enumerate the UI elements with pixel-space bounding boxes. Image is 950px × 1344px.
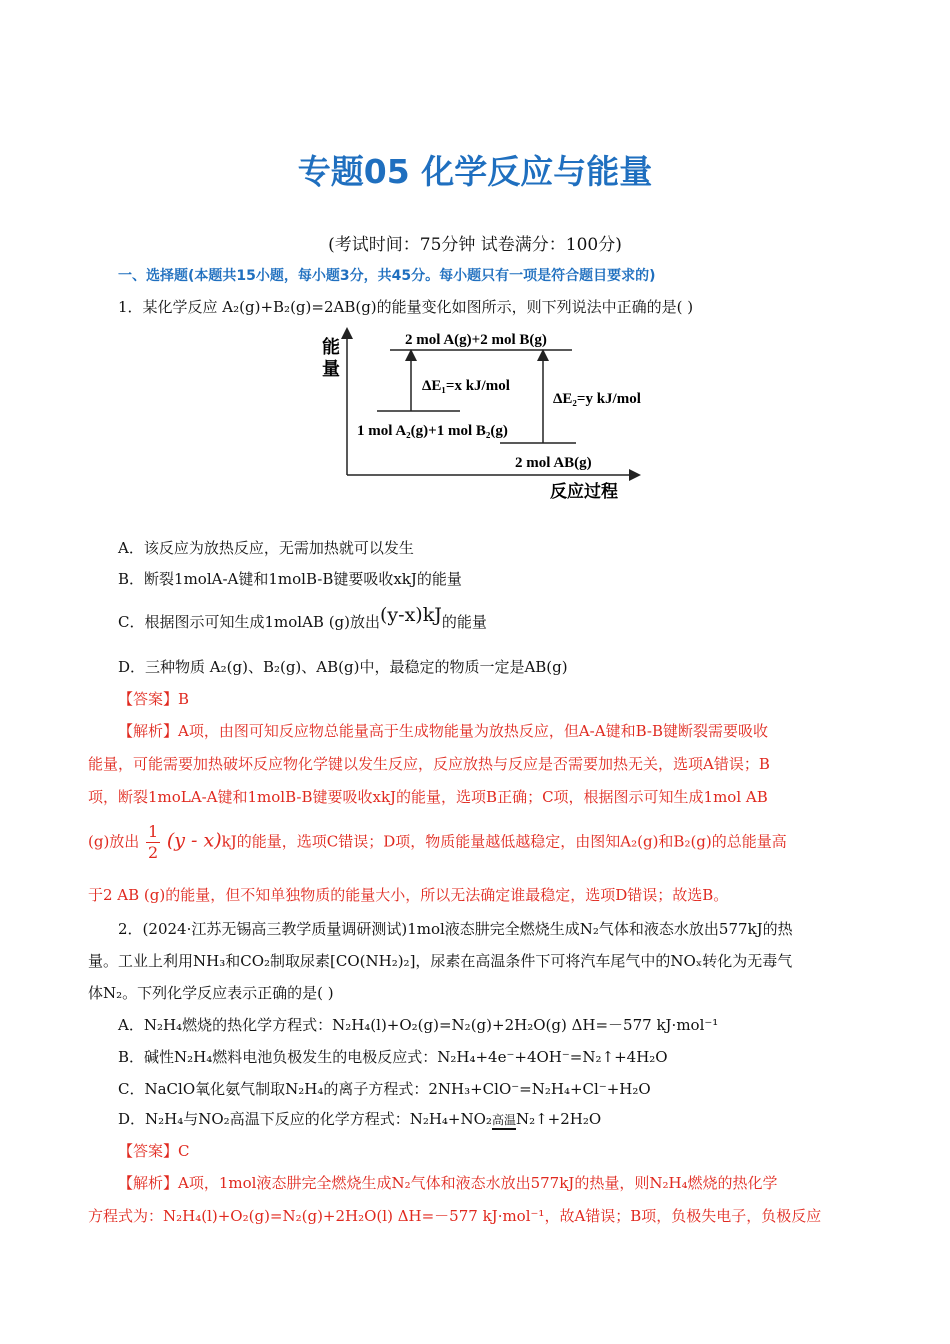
- mid-level-label: 1 mol A₂(g)+1 mol B₂(g): [357, 423, 508, 439]
- q2-answer: [118, 1140, 190, 1161]
- x-label: 反应过程: [550, 482, 618, 502]
- analysis-4-expr: (y - x): [166, 829, 222, 852]
- answer-tag: 【答案】: [118, 1142, 179, 1160]
- analysis-4-post: kJ的能量，选项C错误；D项，物质能量越低越稳定，由图知A₂(g)和B₂(g)的总能量高: [221, 832, 787, 851]
- fraction-denominator: 2: [148, 843, 159, 862]
- fraction-numerator: 1: [148, 822, 159, 841]
- q1-analysis-line-2: 能量，可能需要加热破坏反应物化学键以发生反应，反应放热与反应是否需要加热无关，选项A错误；B: [88, 755, 770, 773]
- top-level-label: 2 mol A(g)+2 mol B(g): [405, 332, 547, 348]
- q2-option-d-pre: D．N₂H₄与NO₂高温下反应的化学方程式：N₂H₄+NO₂: [118, 1110, 492, 1128]
- answer-value: B: [178, 690, 190, 708]
- reaction-condition: 高温: [491, 1113, 516, 1127]
- q2-stem-2: 量。工业上利用NH₃和CO₂制取尿素[CO(NH₂)₂]，尿素在高温条件下可将汽车尾气中的NOₓ转化为无毒气: [88, 952, 793, 970]
- q1-answer: [118, 688, 189, 709]
- analysis-tag: 【解析】: [118, 722, 179, 740]
- q2-option-c: C．NaClO氧化氨气制取N₂H₄的离子方程式：2NH₃+ClO⁻=N₂H₄+Cl⁻+H₂O: [118, 1080, 651, 1098]
- e2-label: ΔE₂=y kJ/mol: [553, 391, 641, 407]
- y-label-1: 能: [322, 337, 340, 358]
- q1-option-c-pre: C．根据图示可知生成1molAB (g)放出: [118, 613, 381, 631]
- low-level-label: 2 mol AB(g): [515, 455, 592, 471]
- q1-analysis-line-1: [118, 720, 768, 741]
- q1-option-c-expr: (y-x)kJ: [380, 604, 442, 626]
- section-heading: 一、选择题(本题共15小题，每小题3分，共45分。每小题只有一项是符合题目要求的): [118, 268, 656, 284]
- q1-analysis-line-4: [88, 824, 787, 861]
- q2-option-a: A．N₂H₄燃烧的热化学方程式：N₂H₄(l)+O₂(g)=N₂(g)+2H₂O(g) ΔH=－577 kJ·mol⁻¹: [118, 1016, 719, 1034]
- y-label-2: 量: [322, 359, 340, 380]
- page-title: 专题05 化学反应与能量: [297, 152, 653, 191]
- q2-stem-1: 2．(2024·江苏无锡高三教学质量调研测试)1mol液态肼完全燃烧生成N₂气体和液态水放出577kJ的热: [118, 920, 793, 938]
- analysis-text: A项，由图可知反应物总能量高于生成物能量为放热反应，但A-A键和B-B键断裂需要吸收: [178, 722, 768, 740]
- answer-value: C: [178, 1142, 190, 1160]
- e1-label: ΔE₁=x kJ/mol: [422, 378, 510, 394]
- analysis-tag: 【解析】: [118, 1174, 179, 1192]
- analysis-text: A项，1mol液态肼完全燃烧生成N₂气体和液态水放出577kJ的热量，则N₂H₄燃烧的热化学: [178, 1174, 778, 1192]
- fraction-half: [146, 824, 160, 861]
- q2-analysis-line-2: 方程式为：N₂H₄(l)+O₂(g)=N₂(g)+2H₂O(l) ΔH=－577 kJ·mol⁻¹，故A错误；B项，负极失电子，负极反应: [88, 1207, 822, 1225]
- q1-option-c: [118, 604, 487, 632]
- q2-analysis-line-1: [118, 1172, 778, 1193]
- q1-analysis-line-3: 项，断裂1moLA-A键和1molB-B键要吸收xkJ的能量，选项B正确；C项，根据图示可知生成1mol AB: [88, 788, 768, 806]
- q2-option-b: B．碱性N₂H₄燃料电池负极发生的电极反应式：N₂H₄+4e⁻+4OH⁻=N₂↑+4H₂O: [118, 1048, 668, 1066]
- q1-analysis-line-5: 于2 AB (g)的能量，但不知单独物质的能量大小，所以无法确定谁最稳定，选项D错误；故选B。: [88, 886, 729, 904]
- q1-option-c-post: 的能量: [441, 613, 487, 631]
- energy-diagram: [300, 325, 680, 510]
- q1-stem: 1．某化学反应 A₂(g)+B₂(g)=2AB(g)的能量变化如图所示，则下列说法中正确的是( ): [118, 298, 694, 316]
- q2-option-d: [118, 1108, 601, 1129]
- exam-info: (考试时间：75分钟 试卷满分：100分): [328, 235, 622, 255]
- q1-option-b: B．断裂1molA-A键和1molB-B键要吸收xkJ的能量: [118, 570, 462, 588]
- q1-option-d: D．三种物质 A₂(g)、B₂(g)、AB(g)中，最稳定的物质一定是AB(g): [118, 658, 568, 676]
- analysis-4-pre: (g)放出: [88, 832, 140, 851]
- q2-stem-3: 体N₂。下列化学反应表示正确的是( ): [88, 984, 334, 1002]
- answer-tag: 【答案】: [118, 690, 179, 708]
- q1-option-a: A．该反应为放热反应，无需加热就可以发生: [118, 539, 414, 557]
- q2-option-d-post: N₂↑+2H₂O: [515, 1110, 602, 1128]
